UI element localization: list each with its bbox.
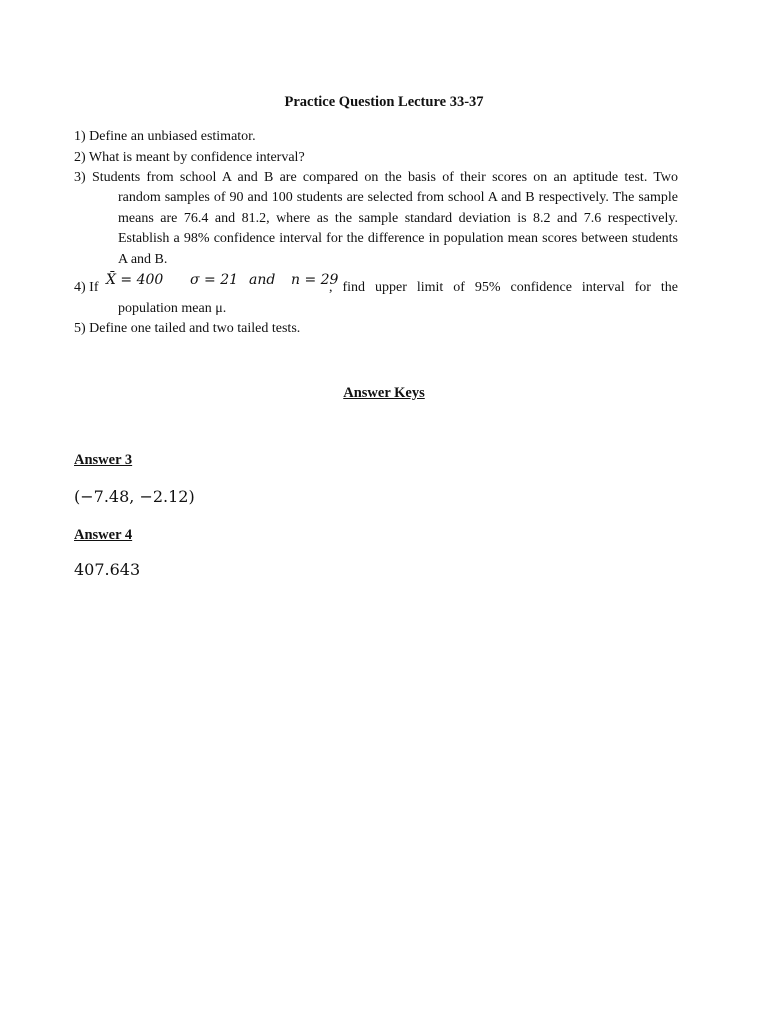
answer-3-heading: Answer 3 <box>74 452 133 468</box>
question-5 <box>74 319 678 340</box>
question-text: , find upper limit of 95% confidence interval for the <box>329 280 678 295</box>
answer-4-value: 407.643 <box>74 560 141 579</box>
math-and: and <box>249 272 276 288</box>
question-number: 3) <box>74 170 86 185</box>
document-title: Practice Question Lecture 33-37 <box>284 94 484 110</box>
question-1 <box>74 127 678 148</box>
math-sigma: σ = 21 <box>190 272 239 288</box>
question-number: 5) <box>74 321 86 336</box>
question-3-first-line <box>74 168 678 189</box>
question-text: Define one tailed and two tailed tests. <box>89 321 301 336</box>
question-number: 4) If <box>74 280 99 295</box>
math-n: n = 29 <box>291 272 339 288</box>
question-3-continuation: random samples of 90 and 100 students are selected from school A and B respectively. The sample means are 76.4 and 81.2, where as the sample standard deviation is 8.2 and 7.6 respectively. Establish a 98% confidence interval for the difference in population mean scores between students A and B. <box>118 190 678 267</box>
question-text: What is meant by confidence interval? <box>88 150 305 165</box>
answer-4-heading: Answer 4 <box>74 527 133 543</box>
question-2 <box>74 148 678 169</box>
answer-keys-heading: Answer Keys <box>343 385 425 401</box>
question-4 <box>74 272 678 298</box>
question-text: Students from school A and B are compared on the basis of their scores on an aptitude test. Two <box>91 170 679 185</box>
answer-3-value: (−7.48, −2.12) <box>74 487 195 506</box>
question-text: Define an unbiased estimator. <box>89 129 256 144</box>
math-xbar: X̄ = 400 <box>106 272 164 288</box>
question-4-continuation: population mean μ. <box>118 301 227 316</box>
question-number: 2) <box>74 150 86 165</box>
question-number: 1) <box>74 129 86 144</box>
